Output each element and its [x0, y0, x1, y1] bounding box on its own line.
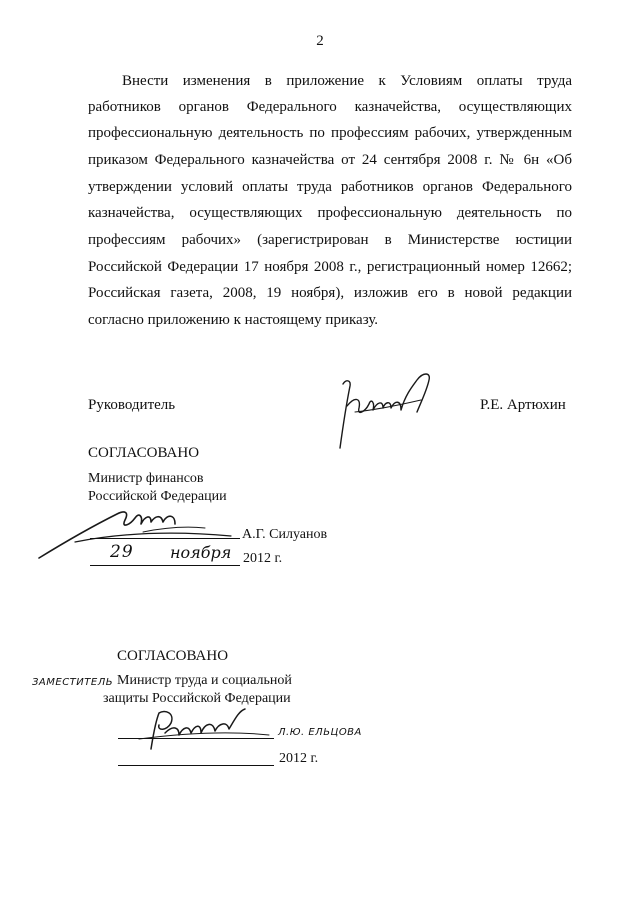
date-line — [90, 565, 240, 566]
approver-signature — [135, 705, 275, 753]
body-line: приказом Федерального казначейства от 24 сентября 2008 г. № 6н «Об — [88, 152, 572, 168]
head-name: Р.Е. Артюхин — [480, 397, 566, 413]
approval-heading: СОГЛАСОВАНО — [88, 445, 200, 461]
date-year: 2012 г. — [279, 751, 319, 766]
approver-position: Министр труда и социальной — [117, 673, 292, 688]
approver-position: Министр финансов — [88, 471, 204, 486]
body-line: профессиональную деятельность по профессиям рабочих, утвержденным — [88, 125, 572, 141]
head-title: Руководитель — [88, 397, 176, 413]
handwritten-position-prefix: ЗАМЕСТИТЕЛЬ — [32, 677, 114, 688]
head-signature — [325, 366, 440, 456]
body-line: утверждении условий оплаты труда работников органов Федерального — [88, 179, 572, 195]
signature-line — [90, 538, 240, 539]
body-line: согласно приложению к настоящему приказу. — [88, 312, 379, 328]
handwritten-date-month: ноября — [170, 543, 232, 562]
body-line: Внести изменения в приложение к Условиям оплаты труда — [122, 73, 572, 89]
signature-line — [118, 738, 274, 739]
body-line: профессиям рабочих» (зарегистрирован в Министерстве юстиции — [88, 232, 572, 248]
date-year: 2012 г. — [243, 551, 283, 566]
approver-position: Российской Федерации — [88, 489, 227, 504]
handwritten-approver-name: Л.Ю. ЕЛЬЦОВА — [278, 727, 362, 738]
body-line: казначейства, осуществляющих профессиональную деятельность по — [88, 205, 572, 221]
approver-name: А.Г. Силуанов — [242, 527, 328, 542]
date-line — [118, 765, 274, 766]
handwritten-date-day: 29 — [110, 542, 134, 562]
approver-position: защиты Российской Федерации — [103, 691, 291, 706]
page-number: 2 — [316, 33, 324, 49]
body-line: Российской Федерации 17 ноября 2008 г., регистрационный номер 12662; — [88, 259, 572, 275]
body-line: работников органов Федерального казначейства, осуществляющих — [88, 99, 572, 115]
body-line: Российская газета, 2008, 19 ноября), изложив его в новой редакции — [88, 285, 572, 301]
approval-heading: СОГЛАСОВАНО — [117, 648, 229, 664]
